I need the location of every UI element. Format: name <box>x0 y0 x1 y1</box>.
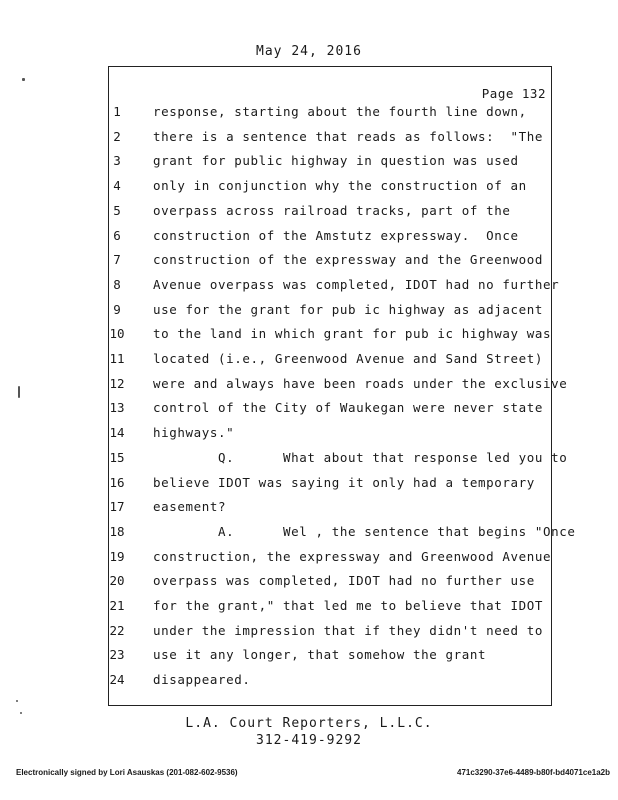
transcript-line <box>0 573 618 593</box>
line-text: use it any longer, that somehow the grant <box>153 647 487 663</box>
line-number: 20 <box>109 573 125 589</box>
transcript-line <box>0 252 618 272</box>
transcript-line <box>0 400 618 420</box>
line-text: A. Wel , the sentence that begins "Once <box>153 523 576 539</box>
scan-speck <box>22 78 25 81</box>
line-text: construction of the Amstutz expressway. Once <box>153 227 519 243</box>
electronic-signature: Electronically signed by Lori Asauskas (201-082-602-9536) <box>16 768 238 777</box>
line-number: 22 <box>109 622 125 638</box>
line-number: 9 <box>113 301 121 317</box>
line-text: under the impression that if they didn't need to <box>153 622 544 638</box>
transcript-line <box>0 524 618 544</box>
transcript-line <box>0 549 618 569</box>
line-number: 3 <box>113 153 121 169</box>
transcript-line <box>0 277 618 297</box>
transcript-line <box>0 326 618 346</box>
line-number: 17 <box>109 499 125 515</box>
line-number: 19 <box>109 548 125 564</box>
line-text: to the land in which grant for pub ic highway was <box>153 326 552 342</box>
line-number: 8 <box>113 276 121 292</box>
line-text: construction, the expressway and Greenwood Avenue <box>153 548 552 564</box>
transcript-line <box>0 647 618 667</box>
transcript-line <box>0 129 618 149</box>
line-text: construction of the expressway and the Greenwood <box>153 252 544 268</box>
header-date: May 24, 2016 <box>256 44 362 59</box>
line-number: 2 <box>113 128 121 144</box>
line-text: control of the City of Waukegan were never state <box>153 400 544 416</box>
line-text: disappeared. <box>153 672 251 688</box>
line-text: grant for public highway in question was used <box>153 153 519 169</box>
transcript-line <box>0 598 618 618</box>
transcript-line <box>0 376 618 396</box>
line-number: 23 <box>109 647 125 663</box>
line-text: highways." <box>153 425 235 441</box>
line-text: use for the grant for pub ic highway as adjacent <box>153 301 544 317</box>
line-number: 18 <box>109 523 125 539</box>
line-number: 24 <box>109 672 125 688</box>
line-text: were and always have been roads under the exclusive <box>153 375 568 391</box>
transcript-line <box>0 153 618 173</box>
line-number: 1 <box>113 104 121 119</box>
line-text: only in conjunction why the construction of an <box>153 178 527 194</box>
line-text: believe IDOT was saying it only had a temporary <box>153 474 535 490</box>
footer-company: L.A. Court Reporters, L.L.C. <box>185 716 433 731</box>
line-number: 15 <box>109 449 125 465</box>
line-number: 16 <box>109 474 125 490</box>
line-text: overpass across railroad tracks, part of the <box>153 202 511 218</box>
line-number: 6 <box>113 227 121 243</box>
transcript-line <box>0 499 618 519</box>
line-text: response, starting about the fourth line down, <box>153 104 527 119</box>
transcript-line <box>0 228 618 248</box>
transcript-line <box>0 475 618 495</box>
transcript-line <box>0 104 618 124</box>
scan-speck <box>16 700 18 702</box>
document-id: 471c3290-37e6-4489-b80f-bd4071ce1a2b <box>457 768 610 777</box>
line-number: 4 <box>113 178 121 194</box>
line-number: 5 <box>113 202 121 218</box>
line-text: for the grant," that led me to believe that IDOT <box>153 598 544 613</box>
scan-speck <box>20 712 22 714</box>
line-number: 13 <box>109 400 125 416</box>
line-text: Avenue overpass was completed, IDOT had no further <box>153 276 560 292</box>
line-text: located (i.e., Greenwood Avenue and Sand Street) <box>153 351 544 366</box>
transcript-line <box>0 302 618 322</box>
line-text: easement? <box>153 499 227 515</box>
line-text: Q. What about that response led you to <box>153 449 568 465</box>
line-number: 11 <box>109 351 125 366</box>
transcript-line <box>0 203 618 223</box>
line-number: 21 <box>109 598 125 613</box>
page-number-label: Page 132 <box>481 86 546 101</box>
transcript-line <box>0 178 618 198</box>
line-number: 10 <box>109 326 125 342</box>
line-number: 12 <box>109 375 125 391</box>
transcript-line <box>0 672 618 692</box>
footer-phone: 312-419-9292 <box>256 733 362 748</box>
line-text: there is a sentence that reads as follows: "The <box>153 128 544 144</box>
line-text: overpass was completed, IDOT had no further use <box>153 573 535 589</box>
transcript-line <box>0 623 618 643</box>
scan-speck <box>18 386 20 398</box>
transcript-line <box>0 450 618 470</box>
line-number: 7 <box>113 252 121 268</box>
line-number: 14 <box>109 425 125 441</box>
transcript-line <box>0 351 618 371</box>
transcript-line <box>0 425 618 445</box>
